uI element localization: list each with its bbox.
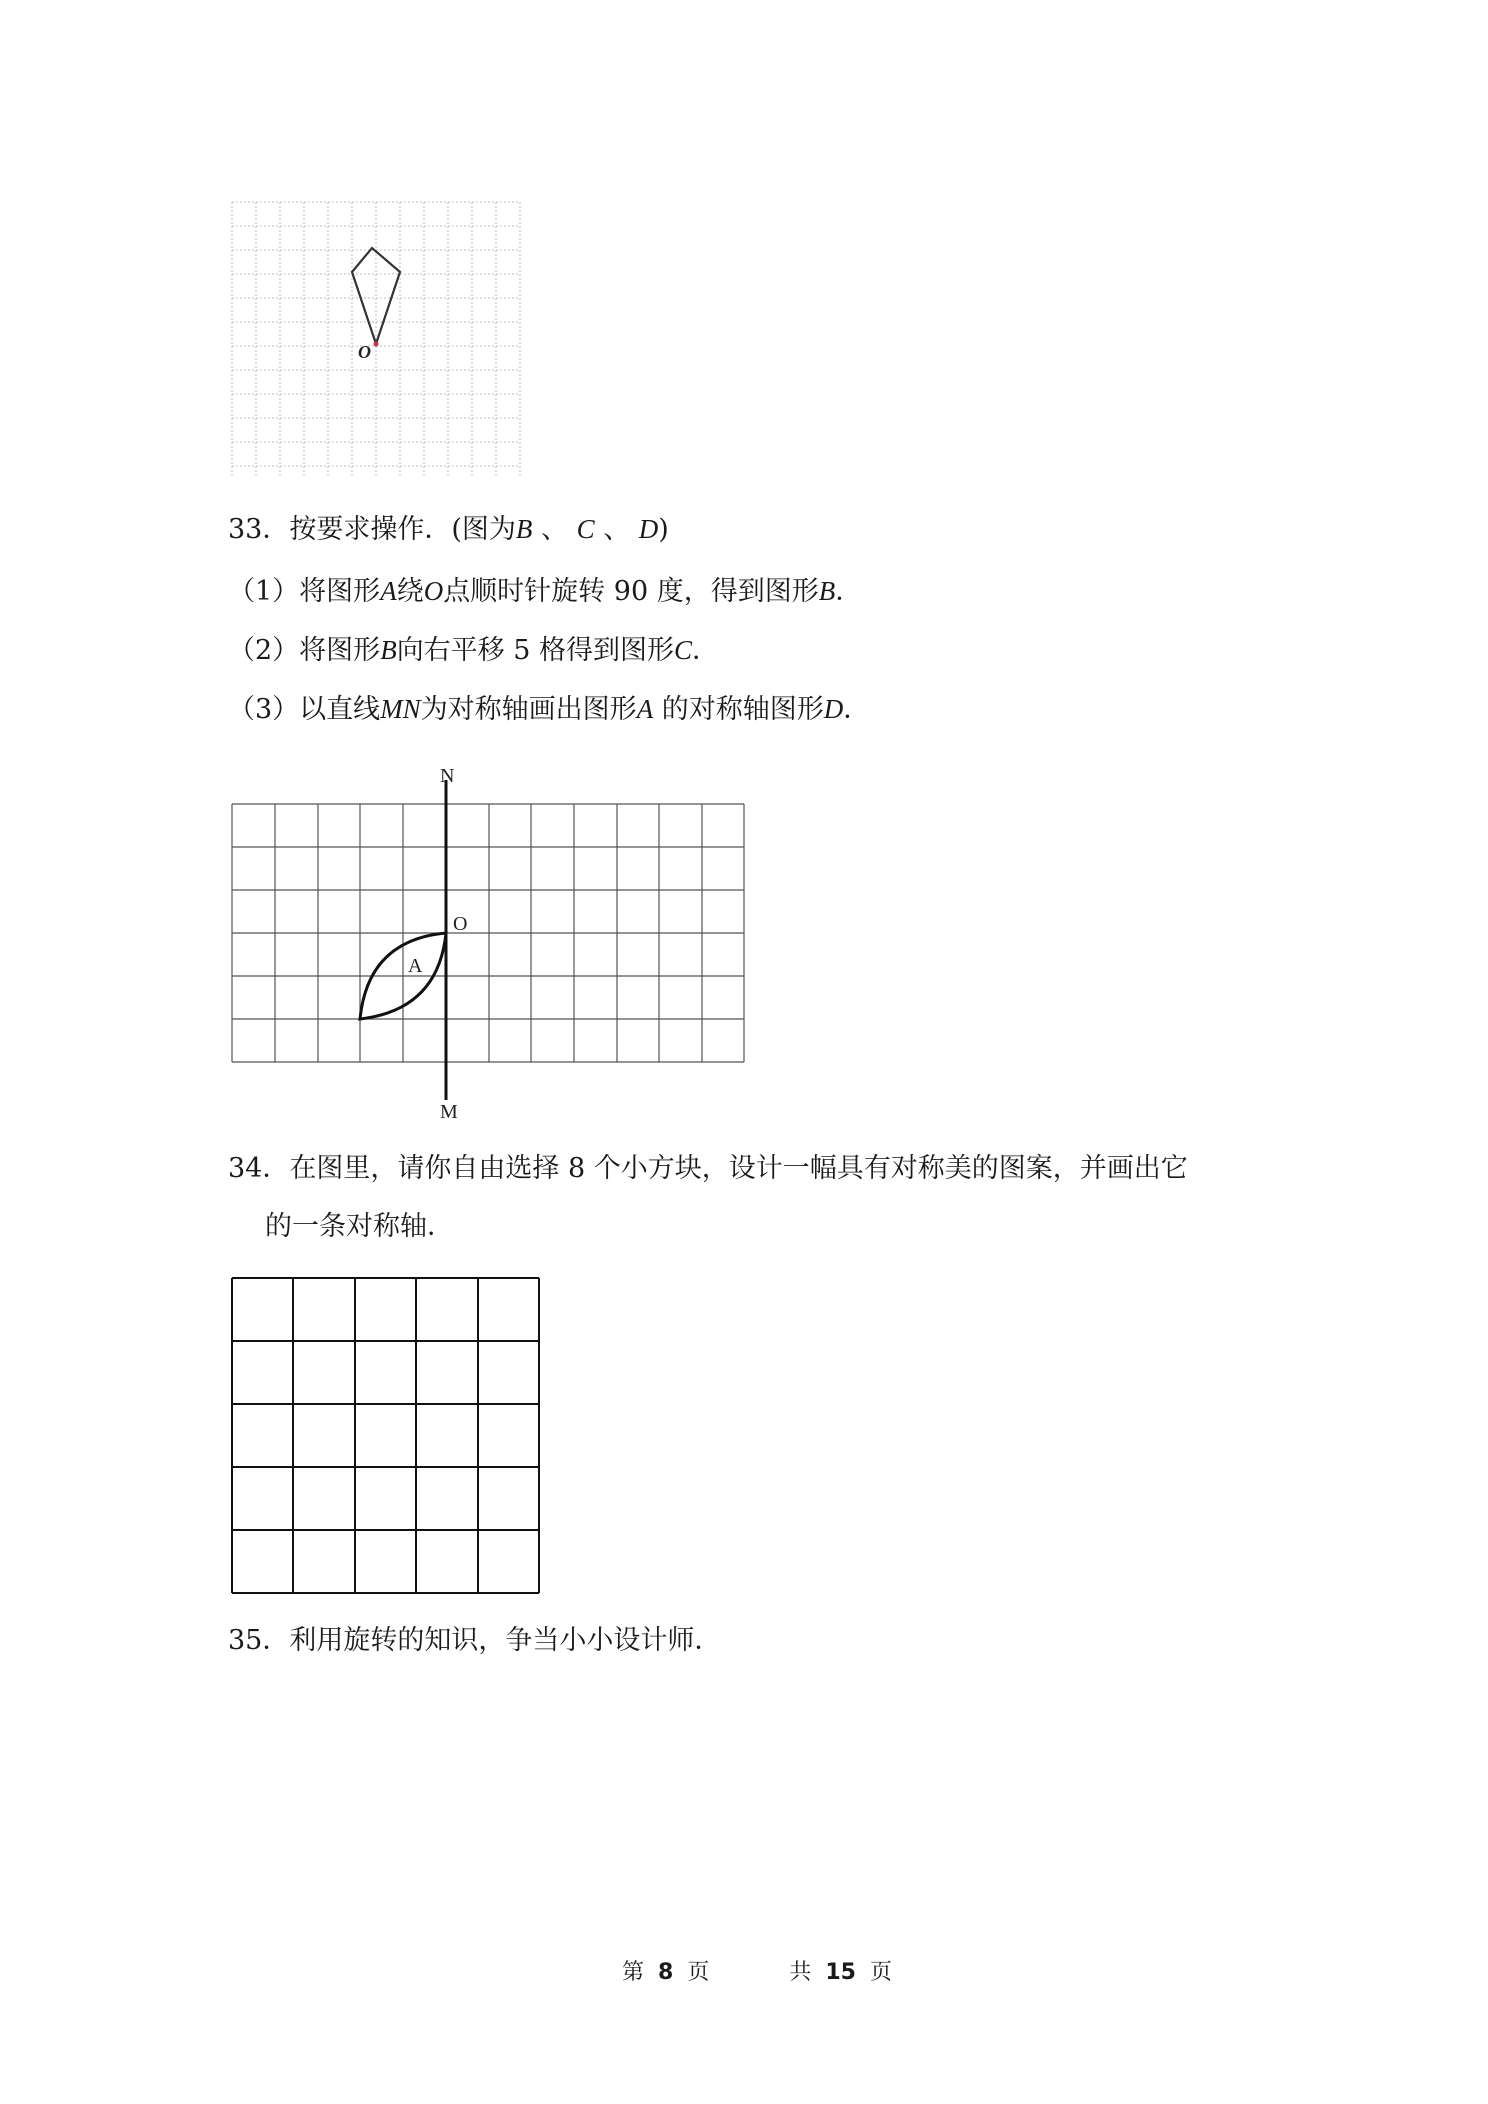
q35-number: 35． (228, 1625, 290, 1656)
page-footer: 第 8 页 共 15 页 (622, 1960, 892, 1985)
point-o-label: O (358, 342, 371, 362)
q33-step-1: （1）将图形A绕O点顺时针旋转 90 度，得到图形B． (228, 576, 863, 607)
q34-line-1: 34．在图里，请你自由选择 8 个小方块，设计一幅具有对称美的图案，并画出它 (228, 1153, 1188, 1184)
q34-number: 34． (228, 1153, 290, 1184)
page-number: 8 (658, 1960, 674, 1985)
q33-step-2: （2）将图形B向右平移 5 格得到图形C． (228, 635, 720, 666)
q35-line: 35．利用旋转的知识，争当小小设计师． (228, 1625, 722, 1656)
point-o-marker (374, 342, 379, 347)
label-o: O (453, 913, 468, 935)
label-a: A (408, 955, 423, 977)
q33-heading: 33．按要求操作．(图为B 、 C 、 D) (228, 514, 669, 545)
q34-line-2: 的一条对称轴． (265, 1211, 454, 1242)
q33-text: 按要求操作．(图为 (289, 514, 516, 545)
q33-number: 33． (228, 514, 290, 545)
label-m: M (440, 1101, 458, 1123)
kite-grid-figure (228, 198, 524, 480)
total-pages: 15 (825, 1960, 856, 1985)
mn-grid-figure (228, 760, 748, 1130)
q33-step-3: （3）以直线MN为对称轴画出图形A 的对称轴图形D． (228, 694, 871, 725)
five-by-five-grid (228, 1274, 544, 1600)
label-n: N (440, 765, 455, 787)
